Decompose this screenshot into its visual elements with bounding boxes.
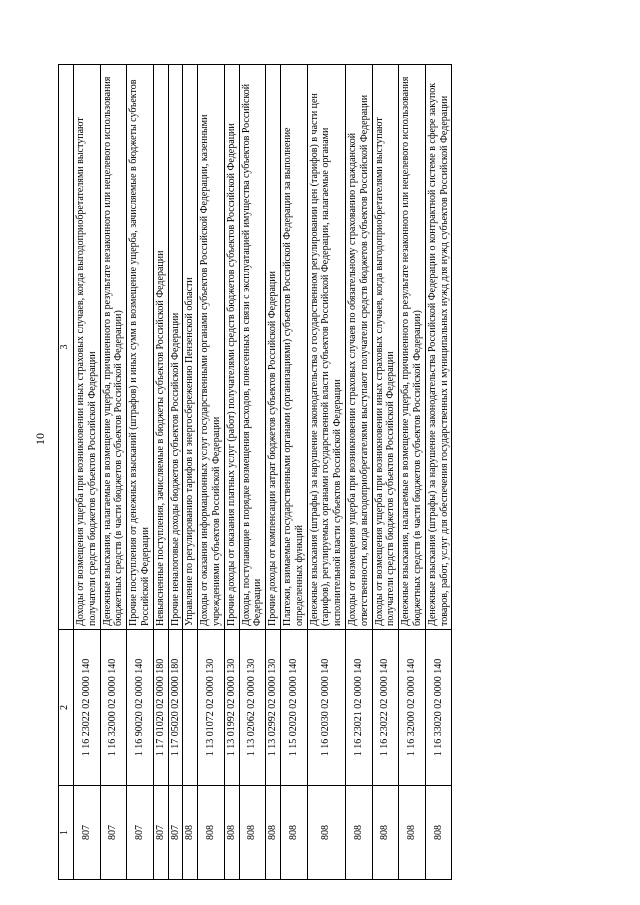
- revenue-name-cell: Прочие доходы от оказания платных услуг (работ) получателями средств бюджетов субъектов Российской Федерации: [224, 65, 239, 630]
- table-row: [307, 65, 345, 880]
- revenue-code-cell: 1 16 90020 02 0000 140: [127, 630, 154, 786]
- revenue-code-cell: 1 16 23022 02 0000 140: [74, 630, 101, 786]
- table-row: [153, 65, 168, 880]
- revenue-code-cell: 1 17 05020 02 0000 180: [168, 630, 183, 786]
- admin-code-cell: 808: [239, 786, 266, 880]
- revenue-name-cell: Доходы от возмещения ущерба при возникновении иных страховых случаев, когда выгодоприобретателями выступают получатели средств бюджетов субъектов Российской Федерации: [372, 65, 399, 630]
- revenue-code-cell: 1 16 32000 02 0000 140: [399, 630, 426, 786]
- admin-code-cell: 808: [183, 786, 198, 880]
- table-row: [100, 65, 127, 880]
- admin-code-cell: 808: [266, 786, 281, 880]
- admin-code-cell: 807: [153, 786, 168, 880]
- revenue-name-cell: Денежные взыскания, налагаемые в возмещение ущерба, причиненного в результате незаконного или нецелевого использования бюджетных средств (в части бюджетов субъектов Российской Федерации): [399, 65, 426, 630]
- table-row: [127, 65, 154, 880]
- revenue-name-cell: Прочие доходы от компенсации затрат бюджетов субъектов Российской Федерации: [266, 65, 281, 630]
- revenue-name-cell: Денежные взыскания (штрафы) за нарушение законодательства Российской Федерации о контрактной системе в сфере закупок товаров, работ, услуг для обеспечения государственных и муниципальных нужд для нужд субъектов Российской Федерации: [425, 65, 452, 630]
- table-row: [183, 65, 198, 880]
- table-header-row: [59, 65, 74, 880]
- revenue-codes-table: [58, 64, 452, 880]
- table-row: [74, 65, 101, 880]
- admin-code-cell: 808: [307, 786, 345, 880]
- admin-code-cell: 808: [224, 786, 239, 880]
- revenue-code-cell: [183, 630, 198, 786]
- admin-code-cell: 808: [198, 786, 225, 880]
- revenue-code-cell: 1 16 02030 02 0000 140: [307, 630, 345, 786]
- revenue-name-cell: Доходы от возмещения ущерба при возникновении иных страховых случаев, когда выгодоприобретателями выступают получатели средств бюджетов субъектов Российской Федерации: [74, 65, 101, 630]
- revenue-name-cell: Невыясненные поступления, зачисляемые в бюджеты субъектов Российской Федерации: [153, 65, 168, 630]
- revenue-code-cell: 1 15 02020 02 0000 140: [280, 630, 307, 786]
- rotated-page: [58, 64, 593, 880]
- revenue-code-cell: 1 13 02062 02 0000 130: [239, 630, 266, 786]
- admin-code-cell: 807: [74, 786, 101, 880]
- table-row: [372, 65, 399, 880]
- admin-code-cell: 808: [280, 786, 307, 880]
- revenue-code-cell: 1 13 02992 02 0000 130: [266, 630, 281, 786]
- revenue-name-cell: Доходы от возмещения ущерба при возникновении страховых случаев по обязательному страхованию гражданской ответственности, когда выгодоприобретателями выступают получатели средств бюджетов субъектов Российской Федерации: [345, 65, 372, 630]
- table-row: [239, 65, 266, 880]
- table-row: [224, 65, 239, 880]
- revenue-name-cell: Управление по регулированию тарифов и энергосбережению Пензенской области: [183, 65, 198, 630]
- revenue-code-cell: 1 16 23022 02 0000 140: [372, 630, 399, 786]
- admin-code-cell: 807: [168, 786, 183, 880]
- table-row: [345, 65, 372, 880]
- table-row: [280, 65, 307, 880]
- table-row: [198, 65, 225, 880]
- revenue-code-cell: 1 16 23021 02 0000 140: [345, 630, 372, 786]
- header-col-1: 1: [59, 786, 74, 880]
- header-col-2: 2: [59, 630, 74, 786]
- admin-code-cell: 808: [399, 786, 426, 880]
- admin-code-cell: 808: [372, 786, 399, 880]
- revenue-name-cell: Платежи, взимаемые государственными органами (организациями) субъектов Российской Федерации за выполнение определенных функций: [280, 65, 307, 630]
- table-row: [425, 65, 452, 880]
- header-col-3: 3: [59, 65, 74, 630]
- revenue-name-cell: Денежные взыскания, налагаемые в возмещение ущерба, причиненного в результате незаконного или нецелевого использования бюджетных средств (в части бюджетов субъектов Российской Федерации): [100, 65, 127, 630]
- revenue-name-cell: Прочие поступления от денежных взысканий (штрафов) и иных сумм в возмещение ущерба, зачисляемые в бюджеты субъектов Российской Федерации: [127, 65, 154, 630]
- revenue-name-cell: Доходы, поступающие в порядке возмещения расходов, понесенных в связи с эксплуатацией имущества субъектов Российской Федерации: [239, 65, 266, 630]
- admin-code-cell: 807: [127, 786, 154, 880]
- admin-code-cell: 807: [100, 786, 127, 880]
- revenue-name-cell: Доходы от оказания информационных услуг государственными органами субъектов Российской Федерации, казенными учреждениями субъектов Российской Федерации: [198, 65, 225, 630]
- table-row: [266, 65, 281, 880]
- revenue-code-cell: 1 13 01992 02 0000 130: [224, 630, 239, 786]
- table-row: [399, 65, 426, 880]
- admin-code-cell: 808: [345, 786, 372, 880]
- table-row: [168, 65, 183, 880]
- revenue-code-cell: 1 13 01072 02 0000 130: [198, 630, 225, 786]
- revenue-name-cell: Прочие неналоговые доходы бюджетов субъектов Российской Федерации: [168, 65, 183, 630]
- revenue-name-cell: Денежные взыскания (штрафы) за нарушение законодательства о государственном регулировании цен (тарифов) в части цен (тарифов), регулируемых органами государственной власти субъектов Российской Федерации, налагаемые органами исполнительной власти субъектов Российской Федерации: [307, 65, 345, 630]
- revenue-code-cell: 1 16 32000 02 0000 140: [100, 630, 127, 786]
- admin-code-cell: 808: [425, 786, 452, 880]
- revenue-code-cell: 1 17 01020 02 0000 180: [153, 630, 168, 786]
- page-number: 10: [33, 433, 47, 445]
- revenue-code-cell: 1 16 33020 02 0000 140: [425, 630, 452, 786]
